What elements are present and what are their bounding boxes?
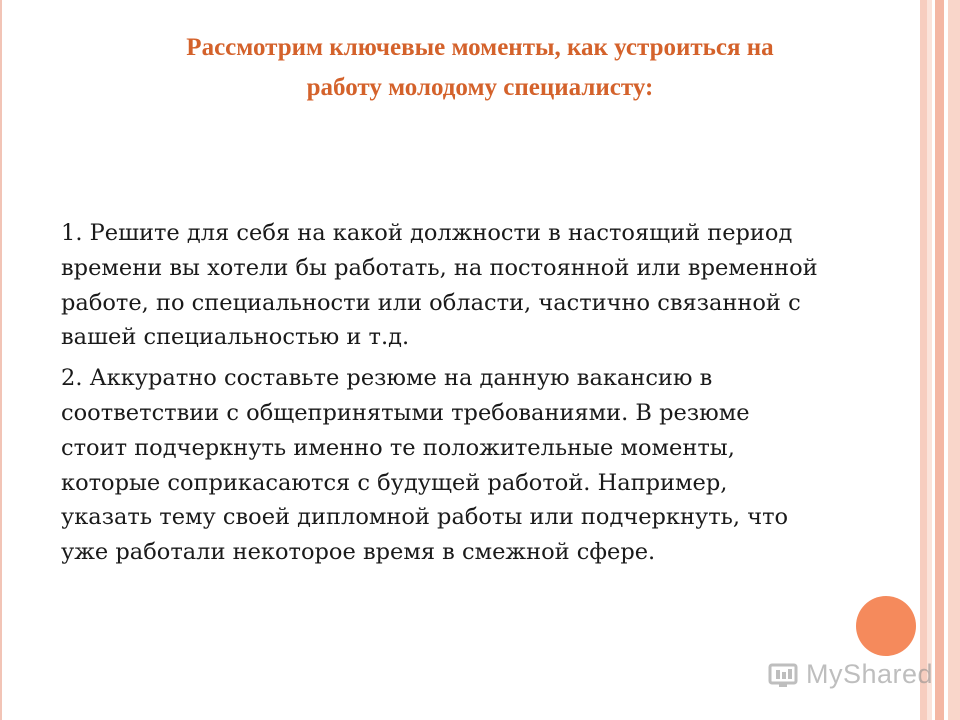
left-border-line [0,0,2,720]
myshared-logo-icon [768,660,800,688]
right-border-stripe [935,0,944,720]
slide-title-line-1: Рассмотрим ключевые моменты, как устроиться на [186,34,774,61]
right-border-stripe [920,0,927,720]
watermark [768,656,933,692]
slide-title-line-2: работу молодому специалисту: [306,74,654,101]
slide-title [60,28,900,108]
watermark-text: MyShared [806,658,934,689]
slide-body [61,216,821,576]
right-border-stripe [948,0,960,720]
decorative-circle [856,596,916,656]
paragraph-step-1: 1. Решите для себя на какой должности в настоящий период времени вы хотели бы работать, на постоянной или временной работе, по специальности или области, частично связанной с вашей специальностью и т.д. [61,220,818,351]
paragraph-step-2: 2. Аккуратно составьте резюме на данную вакансию в соответствии с общепринятыми требованиями. В резюме стоит подчеркнуть именно те положительные моменты, которые соприкасаются с будущей работой. Например, указать тему своей дипломной работы или подчеркнуть, что уже работали некоторое время в смежной сфере. [61,365,789,566]
